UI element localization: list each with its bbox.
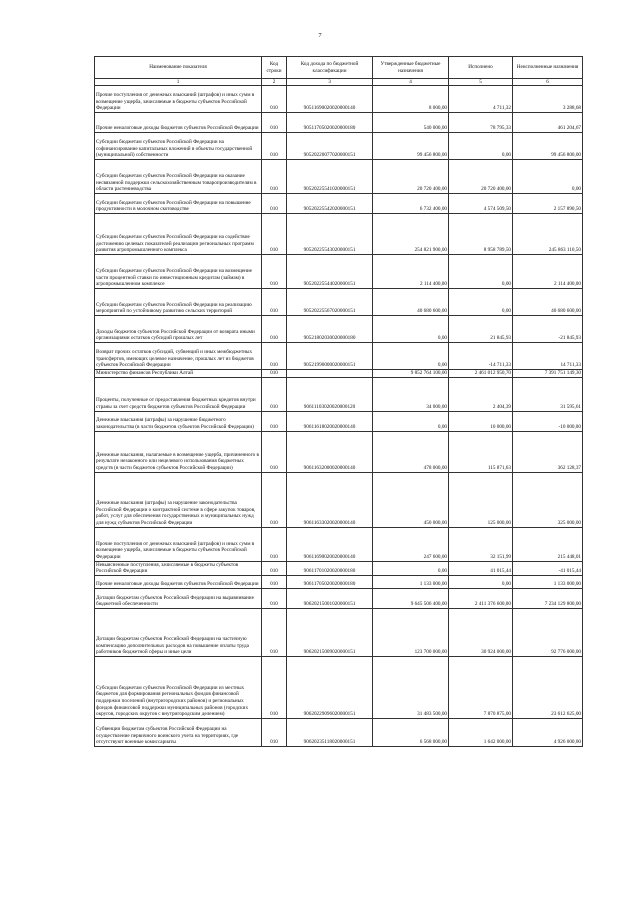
table-row	[95, 718, 583, 746]
row-income-code: 90611103020020000120	[287, 377, 373, 411]
row-name: Субсидии бюджетам субъектов Российской Федерации на возмещение части процентной ставки по инвестиционным кредитам (займам) в агропромышленном комплексе	[95, 255, 262, 289]
table-row	[95, 86, 583, 113]
header-unexecuted: Неисполненные назначения	[513, 57, 583, 79]
row-unexecuted: 362 128,37	[513, 431, 583, 472]
row-unexecuted: 325 000,00	[513, 472, 583, 527]
row-income-code: 90620235118020000151	[287, 718, 373, 746]
row-line-code: 010	[262, 255, 287, 289]
row-executed: 78 795,33	[449, 113, 513, 133]
row-executed: 30 924 000,00	[449, 608, 513, 656]
row-line-code: 010	[262, 113, 287, 133]
row-approved: 9 852 764 100,00	[373, 370, 449, 378]
row-name: Прочие неналоговые доходы бюджетов субъектов Российской Федерации	[95, 113, 262, 133]
row-executed: 20 720 400,00	[449, 160, 513, 194]
header-code-income: Код дохода по бюджетной классификации	[287, 57, 373, 79]
row-executed: 1 642 000,00	[449, 718, 513, 746]
table-row	[95, 133, 583, 160]
table-row	[95, 656, 583, 718]
header-approved: Утвержденные бюджетные назначения	[373, 57, 449, 79]
row-executed: 2 411 376 600,00	[449, 588, 513, 608]
table-row	[95, 527, 583, 561]
row-line-code: 010	[262, 656, 287, 718]
col-number: 6	[513, 79, 583, 86]
row-name: Прочие неналоговые доходы бюджетов субъектов Российской Федерации	[95, 575, 262, 588]
row-name: Денежные взыскания (штрафы) за нарушение законодательства Российской Федерации о контрактной системе в сфере закупок товаров, работ, услуг для обеспечения государственных и муниципальных нужд для нужд субъектов Российской Федерации	[95, 472, 262, 527]
row-line-code: 010	[262, 377, 287, 411]
row-executed: 125 000,00	[449, 472, 513, 527]
table-row	[95, 561, 583, 575]
row-approved: 0,00	[373, 316, 449, 343]
row-approved: 247 600,00	[373, 527, 449, 561]
row-approved: 123 700 000,00	[373, 608, 449, 656]
row-name: Субсидии бюджетам субъектов Российской Федерации из местных бюджетов для формирования региональных фондов финансовой поддержки поселений (внутригородских районов) и региональных фондов финансовой поддержки муниципальных районов (городских округов, городских округов с внутригородским делением)	[95, 656, 262, 718]
row-approved: 31 483 500,00	[373, 656, 449, 718]
row-unexecuted: 0,00	[513, 160, 583, 194]
row-income-code: 90611633020020000140	[287, 472, 373, 527]
table-row	[95, 431, 583, 472]
row-unexecuted: 1 133 000,00	[513, 575, 583, 588]
row-name: Доходы бюджетов субъектов Российской Федерации от возврата иными организациями остатков субсидий прошлых лет	[95, 316, 262, 343]
col-number: 5	[449, 79, 513, 86]
row-approved: 1 133 000,00	[373, 575, 449, 588]
row-approved: 40 680 600,00	[373, 289, 449, 316]
row-income-code: 90611690020020000140	[287, 527, 373, 561]
row-income-code: 90520225542020000151	[287, 194, 373, 214]
row-name: Субвенции бюджетам субъектов Российской Федерации на осуществление первичного воинского учета на территориях, где отсутствуют военные комиссариаты	[95, 718, 262, 746]
row-unexecuted: 99 456 800,00	[513, 133, 583, 160]
table-body	[95, 86, 583, 747]
row-approved: 2 114 400,00	[373, 255, 449, 289]
row-approved: 6 568 000,00	[373, 718, 449, 746]
row-line-code: 010	[262, 431, 287, 472]
table-row	[95, 160, 583, 194]
row-executed: 0,00	[449, 575, 513, 588]
row-executed: 10 000,00	[449, 411, 513, 431]
row-line-code: 010	[262, 718, 287, 746]
row-line-code: 010	[262, 194, 287, 214]
row-unexecuted: -10 000,00	[513, 411, 583, 431]
row-unexecuted: 92 776 000,00	[513, 608, 583, 656]
row-line-code: 010	[262, 316, 287, 343]
col-number: 2	[262, 79, 287, 86]
row-name: Проценты, полученные от предоставления бюджетных кредитов внутри страны за счет средств бюджетов субъектов Российской Федерации	[95, 377, 262, 411]
row-executed: 4 574 509,50	[449, 194, 513, 214]
row-line-code: 010	[262, 575, 287, 588]
row-approved: 20 720 400,00	[373, 160, 449, 194]
row-unexecuted: 245 863 110,50	[513, 214, 583, 255]
table-row	[95, 370, 583, 378]
row-income-code: 90511705020020000180	[287, 113, 373, 133]
row-line-code: 010	[262, 133, 287, 160]
row-name: Субсидии бюджетам субъектов Российской Федерации на реализацию мероприятий по устойчивому развитию сельских территорий	[95, 289, 262, 316]
row-income-code: 90511690020020000140	[287, 86, 373, 113]
row-unexecuted: 31 595,61	[513, 377, 583, 411]
table-row	[95, 289, 583, 316]
row-income-code: 90520225544020000151	[287, 255, 373, 289]
row-approved: 254 821 900,00	[373, 214, 449, 255]
row-line-code: 010	[262, 411, 287, 431]
row-income-code: 90620215001020000151	[287, 588, 373, 608]
row-executed: 0,00	[449, 255, 513, 289]
row-name: Денежные взыскания (штрафы) за нарушение бюджетного законодательства (в части бюджетов субъектов Российской Федерации)	[95, 411, 262, 431]
row-income-code: 90521990000020000151	[287, 343, 373, 370]
row-unexecuted: 461 204,67	[513, 113, 583, 133]
col-number: 1	[95, 79, 262, 86]
row-line-code: 010	[262, 214, 287, 255]
table-row	[95, 608, 583, 656]
page-number: 7	[318, 32, 322, 39]
row-income-code: 90520225543020000151	[287, 214, 373, 255]
row-approved: 0,00	[373, 561, 449, 575]
row-unexecuted: 7 234 129 800,00	[513, 588, 583, 608]
row-income-code: 90611701020020000180	[287, 561, 373, 575]
row-name: Субсидии бюджетам субъектов Российской Федерации на софинансирование капитальных вложений в объекты государственной (муниципальной) собственности	[95, 133, 262, 160]
row-executed: 21 845,93	[449, 316, 513, 343]
row-approved: 450 000,00	[373, 472, 449, 527]
row-income-code: 90520225541020000151	[287, 160, 373, 194]
row-approved: 0,00	[373, 343, 449, 370]
row-name: Прочие поступления от денежных взысканий (штрафов) и иных сумм в возмещение ущерба, зачисляемые в бюджеты субъектов Российской Федерации	[95, 527, 262, 561]
row-income-code: 90520225567020000151	[287, 289, 373, 316]
table-row	[95, 588, 583, 608]
header-name: Наименование показателя	[95, 57, 262, 79]
row-unexecuted: 7 391 751 149,30	[513, 370, 583, 378]
header-code-line: Код строки	[262, 57, 287, 79]
row-line-code: 010	[262, 588, 287, 608]
row-name: Прочие поступления от денежных взысканий (штрафов) и иных сумм в возмещение ущерба, зачисляемые в бюджеты субъектов Российской Федерации	[95, 86, 262, 113]
row-approved: 8 000,00	[373, 86, 449, 113]
row-line-code: 010	[262, 343, 287, 370]
row-name: Министерство финансов Республики Алтай	[95, 370, 262, 378]
income-table	[94, 56, 583, 747]
row-executed: 41 015,44	[449, 561, 513, 575]
row-income-code	[287, 370, 373, 378]
col-number: 3	[287, 79, 373, 86]
row-name: Субсидии бюджетам субъектов Российской Федерации на оказание несвязанной поддержки сельскохозяйственным товаропроизводителям в области растениеводства	[95, 160, 262, 194]
row-name: Денежные взыскания, налагаемые в возмещение ущерба, причиненного в результате незаконного или нецелевого использования бюджетных средств (в части бюджетов субъектов Российской Федерации)	[95, 431, 262, 472]
row-unexecuted: 4 926 000,00	[513, 718, 583, 746]
row-income-code: 90611618020020000140	[287, 411, 373, 431]
row-name: Возврат прочих остатков субсидий, субвенций и иных межбюджетных трансфертов, имеющих целевое назначение, прошлых лет из бюджетов субъектов Российской Федерации	[95, 343, 262, 370]
row-executed: 4 711,32	[449, 86, 513, 113]
row-line-code: 010	[262, 289, 287, 316]
table-row	[95, 377, 583, 411]
table-row	[95, 214, 583, 255]
row-name: Субсидии бюджетам субъектов Российской Федерации на повышение продуктивности в молочном скотоводстве	[95, 194, 262, 214]
table-row	[95, 194, 583, 214]
row-executed: 32 151,99	[449, 527, 513, 561]
table-row	[95, 316, 583, 343]
row-income-code: 90620229096020000151	[287, 656, 373, 718]
row-unexecuted: 2 157 890,50	[513, 194, 583, 214]
row-unexecuted: 3 288,68	[513, 86, 583, 113]
col-number: 4	[373, 79, 449, 86]
row-name: Дотации бюджетам субъектов Российской Федерации на частичную компенсацию дополнительных расходов на повышение оплаты труда работников бюджетной сферы и иные цели	[95, 608, 262, 656]
row-approved: 99 456 800,00	[373, 133, 449, 160]
row-name: Дотации бюджетам субъектов Российской Федерации на выравнивание бюджетной обеспеченности	[95, 588, 262, 608]
row-approved: 6 732 400,00	[373, 194, 449, 214]
row-line-code: 010	[262, 370, 287, 378]
row-unexecuted: 23 612 625,00	[513, 656, 583, 718]
row-line-code: 010	[262, 561, 287, 575]
row-unexecuted: 14 711,33	[513, 343, 583, 370]
row-approved: 478 000,00	[373, 431, 449, 472]
row-executed: 0,00	[449, 289, 513, 316]
row-executed: 115 871,63	[449, 431, 513, 472]
row-executed: 2 461 012 950,70	[449, 370, 513, 378]
row-executed: 0,00	[449, 133, 513, 160]
row-line-code: 010	[262, 608, 287, 656]
table-row	[95, 411, 583, 431]
row-executed: 8 958 789,50	[449, 214, 513, 255]
row-income-code: 90520220077020000151	[287, 133, 373, 160]
row-line-code: 010	[262, 527, 287, 561]
row-unexecuted: 2 114 400,00	[513, 255, 583, 289]
row-income-code: 90611632000020000140	[287, 431, 373, 472]
row-unexecuted: -21 845,93	[513, 316, 583, 343]
row-unexecuted: -41 015,44	[513, 561, 583, 575]
row-line-code: 010	[262, 86, 287, 113]
table-row	[95, 255, 583, 289]
row-executed: -14 711,33	[449, 343, 513, 370]
table-row	[95, 575, 583, 588]
row-approved: 0,00	[373, 411, 449, 431]
row-executed: 2 404,39	[449, 377, 513, 411]
row-income-code: 90611705020020000180	[287, 575, 373, 588]
row-name: Невыясненные поступления, зачисляемые в бюджеты субъектов Российской Федерации	[95, 561, 262, 575]
header-executed: Исполнено	[449, 57, 513, 79]
table-row	[95, 113, 583, 133]
row-executed: 7 870 875,00	[449, 656, 513, 718]
row-approved: 34 000,00	[373, 377, 449, 411]
table-row	[95, 472, 583, 527]
row-unexecuted: 215 448,01	[513, 527, 583, 561]
row-income-code: 90620215009020000151	[287, 608, 373, 656]
table-row	[95, 343, 583, 370]
row-approved: 9 645 506 400,00	[373, 588, 449, 608]
row-name: Субсидии бюджетам субъектов Российской Федерации на содействие достижению целевых показателей реализации региональных программ развития агропромышленного комплекса	[95, 214, 262, 255]
row-unexecuted: 40 680 600,00	[513, 289, 583, 316]
row-line-code: 010	[262, 160, 287, 194]
row-line-code: 010	[262, 472, 287, 527]
row-approved: 540 000,00	[373, 113, 449, 133]
row-income-code: 90521802030020000180	[287, 316, 373, 343]
